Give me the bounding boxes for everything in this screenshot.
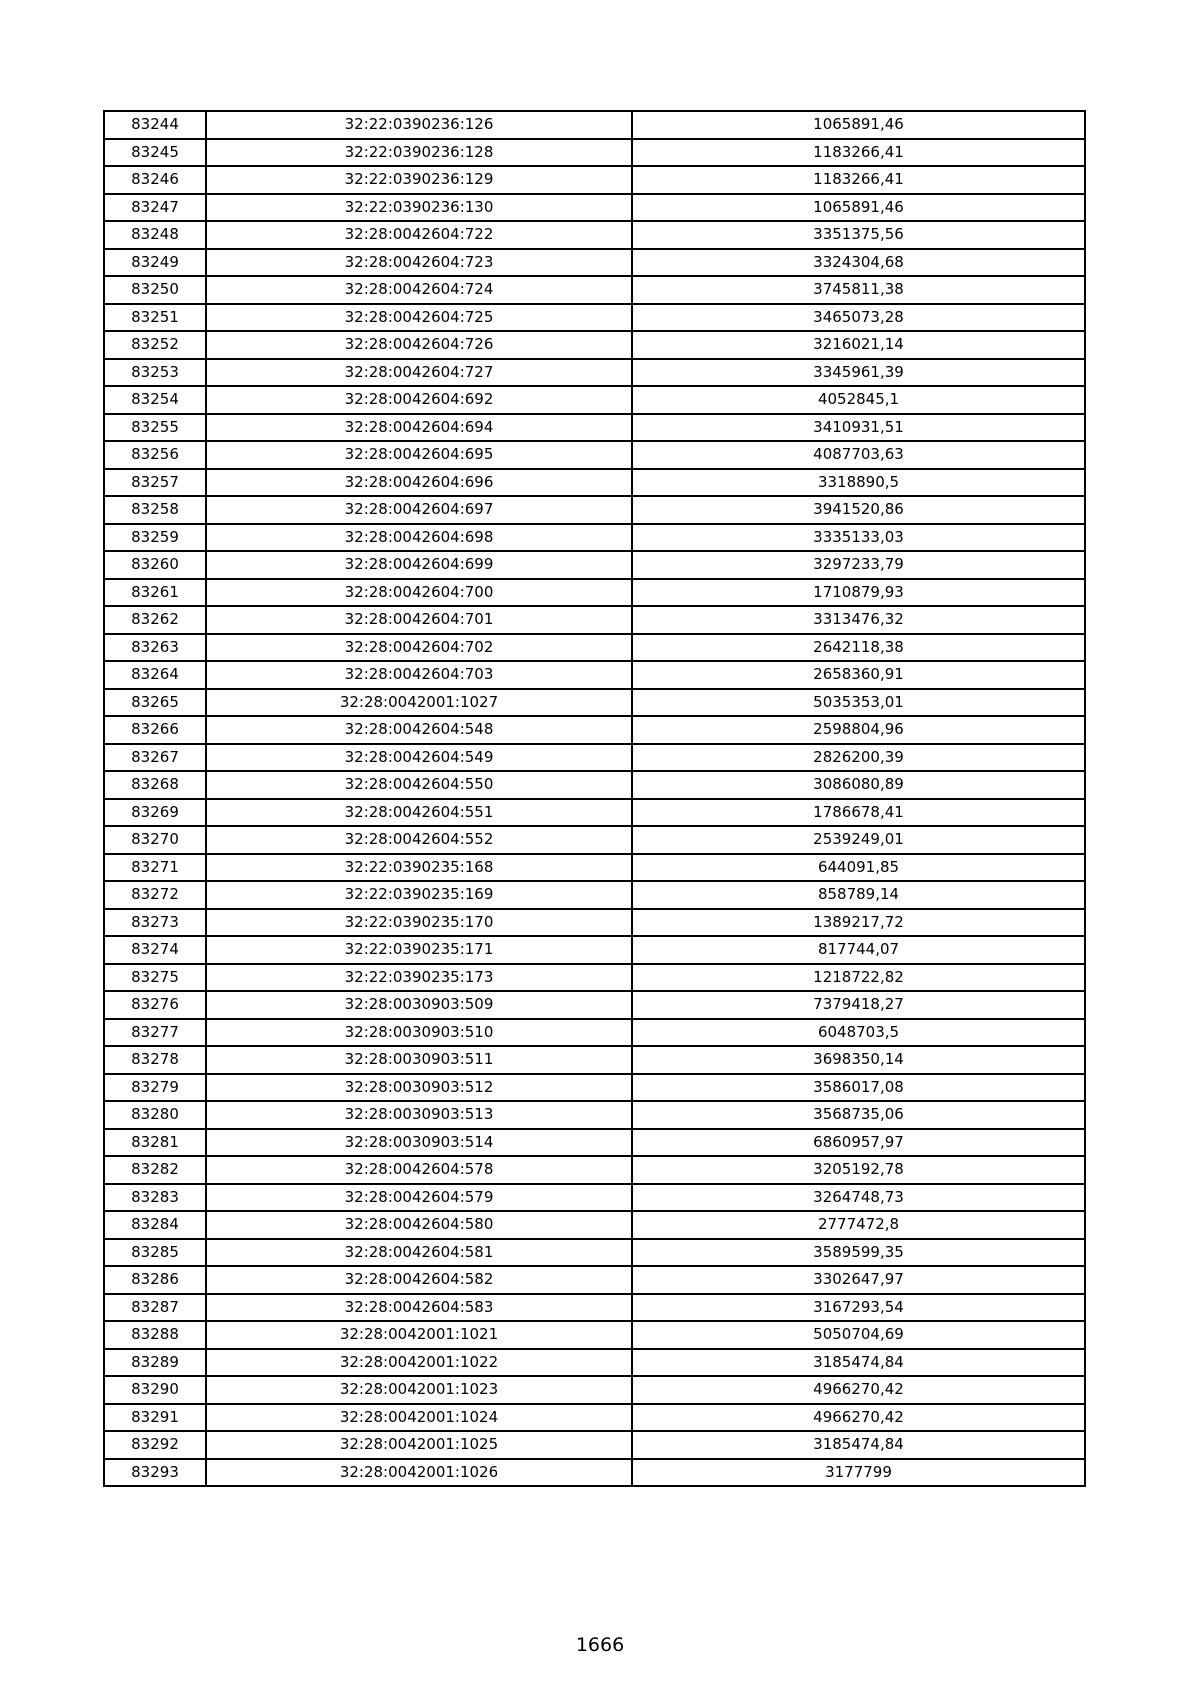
row-number-cell: 83249 bbox=[104, 249, 206, 277]
row-number-cell: 83246 bbox=[104, 166, 206, 194]
row-number-cell: 83273 bbox=[104, 909, 206, 937]
table-row bbox=[104, 689, 1085, 717]
cadastral-value-cell: 644091,85 bbox=[632, 854, 1085, 882]
cadastral-number-cell: 32:28:0042001:1027 bbox=[206, 689, 632, 717]
table-row bbox=[104, 606, 1085, 634]
cadastral-number-cell: 32:28:0042001:1022 bbox=[206, 1349, 632, 1377]
table-row bbox=[104, 359, 1085, 387]
cadastral-value-cell: 2539249,01 bbox=[632, 826, 1085, 854]
cadastral-value-cell: 3586017,08 bbox=[632, 1074, 1085, 1102]
cadastral-value-table bbox=[103, 110, 1086, 1487]
table-row bbox=[104, 799, 1085, 827]
table-row bbox=[104, 826, 1085, 854]
row-number-cell: 83253 bbox=[104, 359, 206, 387]
cadastral-number-cell: 32:28:0042604:723 bbox=[206, 249, 632, 277]
table-row bbox=[104, 744, 1085, 772]
cadastral-number-cell: 32:28:0030903:509 bbox=[206, 991, 632, 1019]
cadastral-value-cell: 4052845,1 bbox=[632, 386, 1085, 414]
row-number-cell: 83285 bbox=[104, 1239, 206, 1267]
table-row bbox=[104, 1184, 1085, 1212]
cadastral-number-cell: 32:28:0042001:1021 bbox=[206, 1321, 632, 1349]
table-row bbox=[104, 221, 1085, 249]
cadastral-number-cell: 32:22:0390235:173 bbox=[206, 964, 632, 992]
cadastral-value-cell: 1065891,46 bbox=[632, 194, 1085, 222]
cadastral-number-cell: 32:28:0042604:582 bbox=[206, 1266, 632, 1294]
cadastral-number-cell: 32:28:0042604:549 bbox=[206, 744, 632, 772]
row-number-cell: 83279 bbox=[104, 1074, 206, 1102]
table-row bbox=[104, 1239, 1085, 1267]
cadastral-value-cell: 3941520,86 bbox=[632, 496, 1085, 524]
cadastral-number-cell: 32:22:0390235:170 bbox=[206, 909, 632, 937]
cadastral-value-cell: 3589599,35 bbox=[632, 1239, 1085, 1267]
cadastral-number-cell: 32:28:0042604:702 bbox=[206, 634, 632, 662]
table-row bbox=[104, 991, 1085, 1019]
table-row bbox=[104, 936, 1085, 964]
cadastral-number-cell: 32:22:0390236:126 bbox=[206, 111, 632, 139]
row-number-cell: 83256 bbox=[104, 441, 206, 469]
row-number-cell: 83284 bbox=[104, 1211, 206, 1239]
row-number-cell: 83264 bbox=[104, 661, 206, 689]
table-row bbox=[104, 469, 1085, 497]
cadastral-number-cell: 32:28:0042604:700 bbox=[206, 579, 632, 607]
row-number-cell: 83266 bbox=[104, 716, 206, 744]
table-row bbox=[104, 276, 1085, 304]
cadastral-number-cell: 32:28:0042604:695 bbox=[206, 441, 632, 469]
cadastral-number-cell: 32:28:0042001:1025 bbox=[206, 1431, 632, 1459]
cadastral-value-cell: 2826200,39 bbox=[632, 744, 1085, 772]
cadastral-number-cell: 32:28:0042001:1024 bbox=[206, 1404, 632, 1432]
table-row bbox=[104, 111, 1085, 139]
table-row bbox=[104, 194, 1085, 222]
cadastral-value-cell: 4966270,42 bbox=[632, 1376, 1085, 1404]
row-number-cell: 83244 bbox=[104, 111, 206, 139]
cadastral-value-cell: 4087703,63 bbox=[632, 441, 1085, 469]
table-row bbox=[104, 716, 1085, 744]
cadastral-value-cell: 3335133,03 bbox=[632, 524, 1085, 552]
cadastral-value-cell: 3297233,79 bbox=[632, 551, 1085, 579]
cadastral-value-cell: 3698350,14 bbox=[632, 1046, 1085, 1074]
cadastral-number-cell: 32:28:0042604:726 bbox=[206, 331, 632, 359]
cadastral-value-cell: 817744,07 bbox=[632, 936, 1085, 964]
cadastral-number-cell: 32:28:0042604:583 bbox=[206, 1294, 632, 1322]
table-row bbox=[104, 1431, 1085, 1459]
row-number-cell: 83289 bbox=[104, 1349, 206, 1377]
row-number-cell: 83277 bbox=[104, 1019, 206, 1047]
cadastral-number-cell: 32:28:0030903:510 bbox=[206, 1019, 632, 1047]
cadastral-number-cell: 32:28:0042604:581 bbox=[206, 1239, 632, 1267]
cadastral-value-cell: 1786678,41 bbox=[632, 799, 1085, 827]
row-number-cell: 83275 bbox=[104, 964, 206, 992]
row-number-cell: 83292 bbox=[104, 1431, 206, 1459]
row-number-cell: 83247 bbox=[104, 194, 206, 222]
row-number-cell: 83271 bbox=[104, 854, 206, 882]
cadastral-value-cell: 5035353,01 bbox=[632, 689, 1085, 717]
row-number-cell: 83293 bbox=[104, 1459, 206, 1487]
cadastral-number-cell: 32:28:0042604:550 bbox=[206, 771, 632, 799]
page-number: 1666 bbox=[575, 1634, 625, 1656]
row-number-cell: 83267 bbox=[104, 744, 206, 772]
cadastral-number-cell: 32:28:0042604:699 bbox=[206, 551, 632, 579]
table-row bbox=[104, 661, 1085, 689]
cadastral-value-cell: 3568735,06 bbox=[632, 1101, 1085, 1129]
cadastral-value-cell: 3745811,38 bbox=[632, 276, 1085, 304]
row-number-cell: 83268 bbox=[104, 771, 206, 799]
cadastral-number-cell: 32:28:0042604:701 bbox=[206, 606, 632, 634]
cadastral-number-cell: 32:28:0042604:698 bbox=[206, 524, 632, 552]
row-number-cell: 83272 bbox=[104, 881, 206, 909]
table-row bbox=[104, 1129, 1085, 1157]
cadastral-value-cell: 2598804,96 bbox=[632, 716, 1085, 744]
row-number-cell: 83291 bbox=[104, 1404, 206, 1432]
cadastral-number-cell: 32:28:0042604:578 bbox=[206, 1156, 632, 1184]
cadastral-number-cell: 32:28:0042001:1026 bbox=[206, 1459, 632, 1487]
cadastral-value-cell: 2777472,8 bbox=[632, 1211, 1085, 1239]
table-row bbox=[104, 331, 1085, 359]
cadastral-number-cell: 32:28:0042604:580 bbox=[206, 1211, 632, 1239]
row-number-cell: 83257 bbox=[104, 469, 206, 497]
row-number-cell: 83269 bbox=[104, 799, 206, 827]
cadastral-number-cell: 32:28:0042001:1023 bbox=[206, 1376, 632, 1404]
table-row bbox=[104, 441, 1085, 469]
cadastral-value-cell: 1183266,41 bbox=[632, 166, 1085, 194]
cadastral-number-cell: 32:28:0030903:511 bbox=[206, 1046, 632, 1074]
table-body bbox=[104, 111, 1085, 1486]
row-number-cell: 83276 bbox=[104, 991, 206, 1019]
table-row bbox=[104, 634, 1085, 662]
cadastral-number-cell: 32:28:0030903:513 bbox=[206, 1101, 632, 1129]
table-row bbox=[104, 249, 1085, 277]
row-number-cell: 83261 bbox=[104, 579, 206, 607]
table-row bbox=[104, 524, 1085, 552]
table-row bbox=[104, 854, 1085, 882]
row-number-cell: 83251 bbox=[104, 304, 206, 332]
cadastral-value-cell: 1389217,72 bbox=[632, 909, 1085, 937]
cadastral-number-cell: 32:22:0390235:171 bbox=[206, 936, 632, 964]
row-number-cell: 83250 bbox=[104, 276, 206, 304]
cadastral-value-cell: 3205192,78 bbox=[632, 1156, 1085, 1184]
table-row bbox=[104, 579, 1085, 607]
cadastral-number-cell: 32:28:0042604:727 bbox=[206, 359, 632, 387]
cadastral-value-cell: 858789,14 bbox=[632, 881, 1085, 909]
row-number-cell: 83245 bbox=[104, 139, 206, 167]
cadastral-value-cell: 3216021,14 bbox=[632, 331, 1085, 359]
table-row bbox=[104, 1349, 1085, 1377]
cadastral-number-cell: 32:28:0030903:514 bbox=[206, 1129, 632, 1157]
table-row bbox=[104, 1266, 1085, 1294]
cadastral-value-cell: 1065891,46 bbox=[632, 111, 1085, 139]
cadastral-number-cell: 32:28:0042604:697 bbox=[206, 496, 632, 524]
cadastral-value-cell: 3302647,97 bbox=[632, 1266, 1085, 1294]
cadastral-number-cell: 32:28:0042604:579 bbox=[206, 1184, 632, 1212]
row-number-cell: 83259 bbox=[104, 524, 206, 552]
cadastral-value-cell: 5050704,69 bbox=[632, 1321, 1085, 1349]
row-number-cell: 83278 bbox=[104, 1046, 206, 1074]
cadastral-number-cell: 32:28:0030903:512 bbox=[206, 1074, 632, 1102]
cadastral-value-cell: 3185474,84 bbox=[632, 1431, 1085, 1459]
cadastral-value-cell: 3313476,32 bbox=[632, 606, 1085, 634]
row-number-cell: 83265 bbox=[104, 689, 206, 717]
cadastral-value-cell: 3318890,5 bbox=[632, 469, 1085, 497]
cadastral-value-cell: 6048703,5 bbox=[632, 1019, 1085, 1047]
row-number-cell: 83263 bbox=[104, 634, 206, 662]
cadastral-value-cell: 1218722,82 bbox=[632, 964, 1085, 992]
cadastral-value-cell: 3410931,51 bbox=[632, 414, 1085, 442]
cadastral-number-cell: 32:22:0390236:129 bbox=[206, 166, 632, 194]
cadastral-value-cell: 7379418,27 bbox=[632, 991, 1085, 1019]
row-number-cell: 83270 bbox=[104, 826, 206, 854]
cadastral-value-cell: 6860957,97 bbox=[632, 1129, 1085, 1157]
cadastral-value-cell: 2658360,91 bbox=[632, 661, 1085, 689]
row-number-cell: 83288 bbox=[104, 1321, 206, 1349]
row-number-cell: 83255 bbox=[104, 414, 206, 442]
cadastral-number-cell: 32:28:0042604:696 bbox=[206, 469, 632, 497]
cadastral-value-cell: 3324304,68 bbox=[632, 249, 1085, 277]
cadastral-number-cell: 32:22:0390236:130 bbox=[206, 194, 632, 222]
cadastral-value-cell: 3185474,84 bbox=[632, 1349, 1085, 1377]
table-row bbox=[104, 964, 1085, 992]
cadastral-value-cell: 3345961,39 bbox=[632, 359, 1085, 387]
cadastral-value-cell: 3167293,54 bbox=[632, 1294, 1085, 1322]
table-row bbox=[104, 1046, 1085, 1074]
row-number-cell: 83281 bbox=[104, 1129, 206, 1157]
cadastral-number-cell: 32:28:0042604:548 bbox=[206, 716, 632, 744]
table-row bbox=[104, 1404, 1085, 1432]
table-row bbox=[104, 1459, 1085, 1487]
table-row bbox=[104, 1294, 1085, 1322]
row-number-cell: 83254 bbox=[104, 386, 206, 414]
table-row bbox=[104, 1376, 1085, 1404]
row-number-cell: 83260 bbox=[104, 551, 206, 579]
cadastral-value-cell: 3264748,73 bbox=[632, 1184, 1085, 1212]
row-number-cell: 83290 bbox=[104, 1376, 206, 1404]
row-number-cell: 83262 bbox=[104, 606, 206, 634]
table-row bbox=[104, 414, 1085, 442]
cadastral-number-cell: 32:28:0042604:725 bbox=[206, 304, 632, 332]
cadastral-value-cell: 3351375,56 bbox=[632, 221, 1085, 249]
table-row bbox=[104, 1211, 1085, 1239]
table-row bbox=[104, 881, 1085, 909]
cadastral-number-cell: 32:22:0390236:128 bbox=[206, 139, 632, 167]
cadastral-number-cell: 32:28:0042604:703 bbox=[206, 661, 632, 689]
table-row bbox=[104, 1019, 1085, 1047]
row-number-cell: 83286 bbox=[104, 1266, 206, 1294]
cadastral-number-cell: 32:28:0042604:551 bbox=[206, 799, 632, 827]
cadastral-number-cell: 32:28:0042604:552 bbox=[206, 826, 632, 854]
cadastral-number-cell: 32:22:0390235:168 bbox=[206, 854, 632, 882]
row-number-cell: 83248 bbox=[104, 221, 206, 249]
row-number-cell: 83258 bbox=[104, 496, 206, 524]
cadastral-number-cell: 32:22:0390235:169 bbox=[206, 881, 632, 909]
table-row bbox=[104, 909, 1085, 937]
cadastral-number-cell: 32:28:0042604:694 bbox=[206, 414, 632, 442]
cadastral-value-cell: 4966270,42 bbox=[632, 1404, 1085, 1432]
table-row bbox=[104, 1101, 1085, 1129]
table-row bbox=[104, 139, 1085, 167]
cadastral-value-cell: 2642118,38 bbox=[632, 634, 1085, 662]
cadastral-value-cell: 3177799 bbox=[632, 1459, 1085, 1487]
row-number-cell: 83287 bbox=[104, 1294, 206, 1322]
cadastral-number-cell: 32:28:0042604:692 bbox=[206, 386, 632, 414]
table-row bbox=[104, 1074, 1085, 1102]
table-row bbox=[104, 304, 1085, 332]
cadastral-value-cell: 3086080,89 bbox=[632, 771, 1085, 799]
row-number-cell: 83252 bbox=[104, 331, 206, 359]
row-number-cell: 83280 bbox=[104, 1101, 206, 1129]
cadastral-number-cell: 32:28:0042604:724 bbox=[206, 276, 632, 304]
cadastral-number-cell: 32:28:0042604:722 bbox=[206, 221, 632, 249]
row-number-cell: 83282 bbox=[104, 1156, 206, 1184]
cadastral-value-cell: 1710879,93 bbox=[632, 579, 1085, 607]
table-row bbox=[104, 166, 1085, 194]
cadastral-value-cell: 3465073,28 bbox=[632, 304, 1085, 332]
row-number-cell: 83283 bbox=[104, 1184, 206, 1212]
table-row bbox=[104, 496, 1085, 524]
cadastral-value-cell: 1183266,41 bbox=[632, 139, 1085, 167]
table-row bbox=[104, 1156, 1085, 1184]
table-row bbox=[104, 1321, 1085, 1349]
table-row bbox=[104, 551, 1085, 579]
row-number-cell: 83274 bbox=[104, 936, 206, 964]
table-row bbox=[104, 771, 1085, 799]
table-row bbox=[104, 386, 1085, 414]
